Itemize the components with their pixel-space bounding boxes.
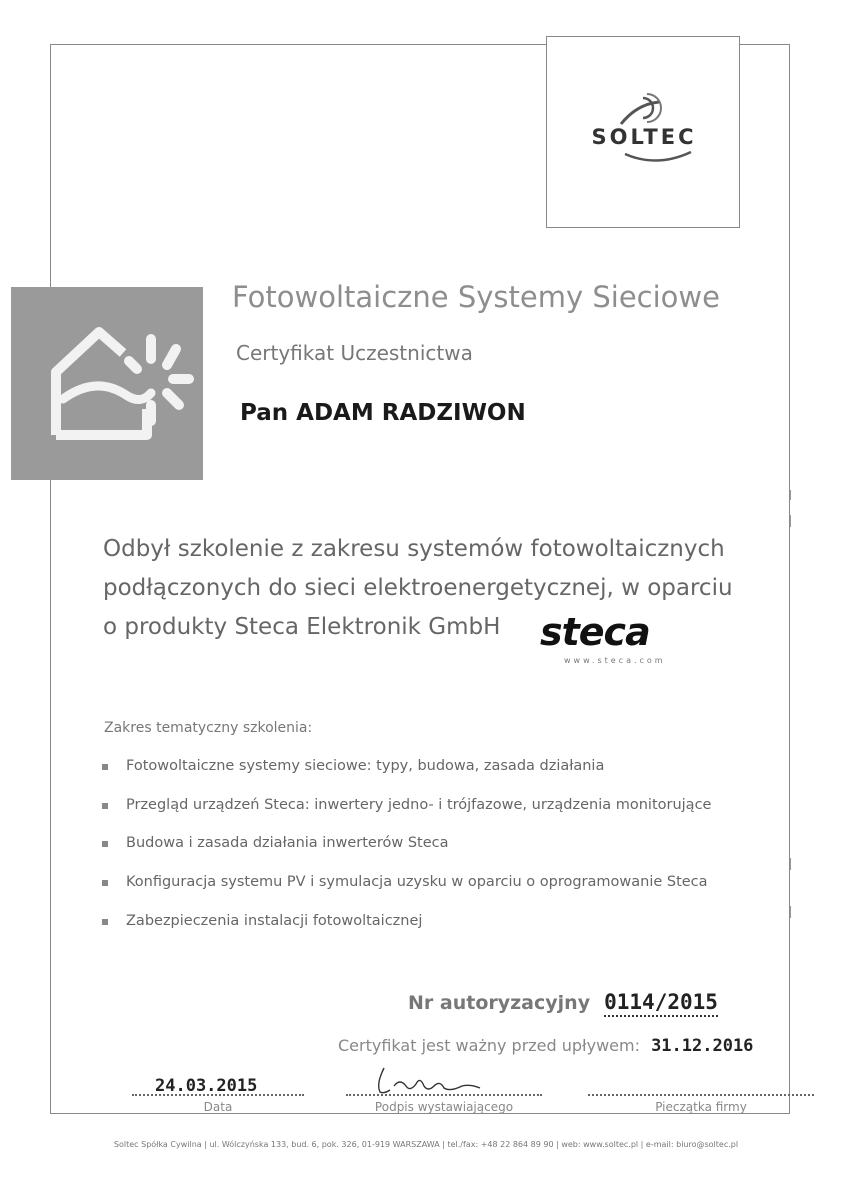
authorization-label: Nr autoryzacyjny — [408, 992, 591, 1014]
scan-mark — [790, 858, 791, 870]
bullet-icon — [102, 764, 108, 770]
issue-date: 24.03.2015 — [155, 1076, 258, 1096]
soltec-logo-box — [546, 36, 740, 228]
list-item-text: Zabezpieczenia instalacji fotowoltaicznej — [126, 912, 423, 929]
bullet-icon — [102, 803, 108, 809]
footer-contact: Soltec Spółka Cywilna | ul. Wólczyńska 133, bud. 6, pok. 326, 01-919 WARSZAWA | tel./fax: +48 22 864 89 90 | web: www.soltec.pl | e-mail: biuro@soltec.pl — [113, 1140, 739, 1149]
stamp-label: Pieczątka firmy — [655, 1100, 747, 1114]
list-item — [100, 913, 711, 952]
certificate-title: Fotowoltaiczne Systemy Sieciowe — [232, 280, 720, 314]
bullet-icon — [102, 919, 108, 925]
certificate-subtitle: Certyfikat Uczestnictwa — [236, 341, 473, 365]
steca-url: www.steca.com — [564, 656, 666, 665]
scope-list — [100, 758, 711, 951]
validity-date: 31.12.2016 — [651, 1036, 754, 1056]
list-item — [100, 874, 711, 913]
signature-label: Podpis wystawiającego — [374, 1100, 514, 1114]
handwritten-signature — [370, 1064, 490, 1098]
bullet-icon — [102, 880, 108, 886]
list-item — [100, 797, 711, 836]
soltec-logo-text: SOLTEC — [591, 125, 697, 149]
statement-line: podłączonych do sieci elektroenergetycznej, w oparciu — [103, 575, 733, 601]
authorization-row — [408, 990, 718, 1014]
stamp-line — [588, 1094, 814, 1096]
list-item-text: Budowa i zasada działania inwerterów Steca — [126, 835, 449, 852]
statement-line: o produkty Steca Elektronik GmbH — [103, 614, 501, 640]
scan-mark — [790, 906, 791, 918]
signature-line — [346, 1094, 542, 1096]
statement-line: Odbył szkolenie z zakresu systemów fotowoltaicznych — [103, 536, 725, 562]
scope-heading: Zakres tematyczny szkolenia: — [104, 720, 313, 736]
scan-mark — [790, 515, 791, 527]
date-label: Data — [203, 1100, 233, 1114]
steca-logo-text: steca — [540, 610, 650, 654]
steca-logo — [540, 610, 666, 665]
validity-label: Certyfikat jest ważny przed upływem: — [338, 1036, 640, 1055]
house-sun-icon — [11, 287, 203, 480]
validity-row — [338, 1036, 753, 1056]
list-item — [100, 835, 711, 874]
list-item-text: Przegląd urządzeń Steca: inwertery jedno- i trójfazowe, urządzenia monitorujące — [126, 796, 712, 813]
list-item-text: Konfiguracja systemu PV i symulacja uzysku w oparciu o oprogramowanie Steca — [126, 874, 708, 891]
list-item — [100, 758, 711, 797]
house-sun-panel — [11, 287, 203, 480]
bullet-icon — [102, 841, 108, 847]
list-item-text: Fotowoltaiczne systemy sieciowe: typy, budowa, zasada działania — [126, 758, 605, 774]
recipient-name: Pan ADAM RADZIWON — [240, 400, 526, 426]
authorization-number: 0114/2015 — [604, 990, 718, 1017]
date-line — [132, 1094, 304, 1096]
scan-mark — [790, 490, 791, 500]
